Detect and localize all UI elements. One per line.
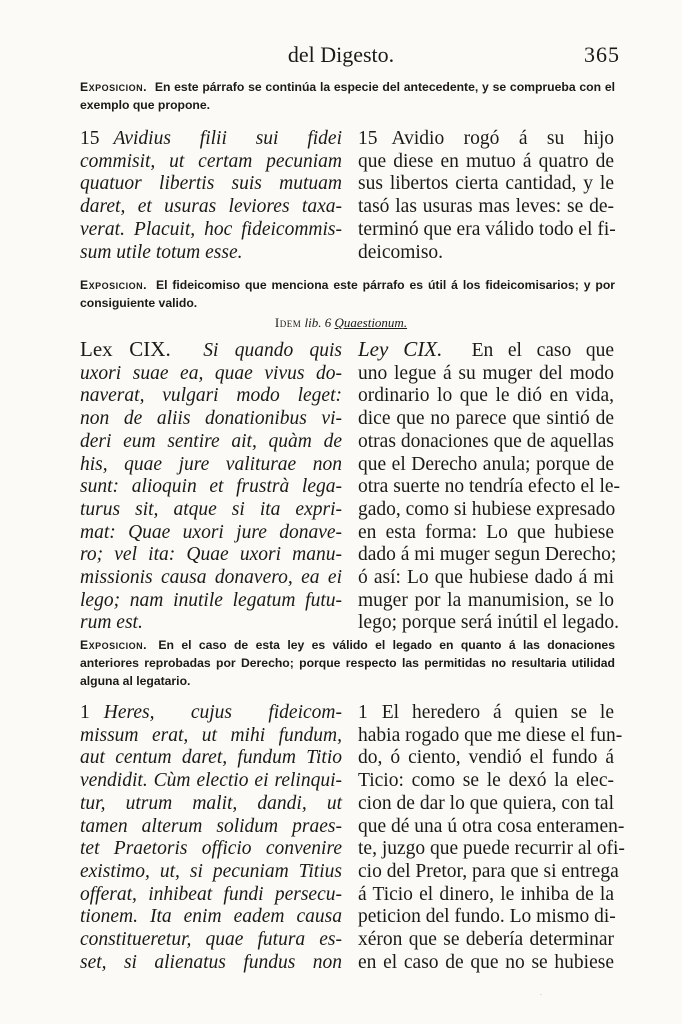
exposicion-text: En este párrafo se continúa la especie del antecedente, y se comprueba con el exemplo que propone.: [80, 80, 616, 112]
spanish-line: en esta forma: Lo que hubiese: [358, 521, 614, 543]
spanish-line: Ticio: como se le dexó la elec-: [358, 770, 614, 792]
paragraph-number: 15: [358, 128, 378, 149]
latin-line: tur, utrum malit, dandi, ut: [80, 792, 342, 814]
exposicion-label: Exposicion.: [80, 278, 148, 292]
exposicion-text: En el caso de esta ley es válido el legado en quanto á las donaciones anteriores reprobadas por Derecho; porque respecto las permitidas no resultaria utilidad alguna al legatario.: [80, 638, 615, 688]
spanish-line: uno legue á su muger del modo: [358, 362, 614, 384]
spanish-line: lego; porque será inútil el legado.: [358, 612, 620, 634]
source-citation: [0, 315, 682, 331]
latin-line: lego; nam inutile legatum futu-: [80, 589, 342, 611]
spanish-line: á Ticio el dinero, le inhiba de la: [358, 883, 614, 905]
spanish-line: dado á mi muger segun Derecho;: [358, 544, 617, 566]
spanish-line: que diese en mutuo á quatro de: [358, 150, 614, 172]
latin-line: existimo, ut, si pecuniam Titius: [80, 860, 342, 882]
spanish-line: 1 El heredero á quien se le: [358, 702, 614, 723]
exposicion-note-3: [80, 636, 615, 690]
latin-line: commisit, ut certam pecuniam: [80, 150, 342, 172]
page-title: del Digesto.: [287, 42, 395, 67]
spanish-line: Ley CIX. En el caso que: [358, 337, 614, 361]
latin-line: his, quae jure valiturae non: [80, 453, 342, 475]
quaestionum-reference: Quaestionum.: [334, 315, 408, 330]
latin-line: 15 Avidius filii sui fidei: [80, 128, 342, 149]
latin-line: 1 Heres, cujus fideicom-: [80, 702, 342, 723]
exposicion-note-2: [80, 276, 615, 312]
latin-column-lex-109: [80, 338, 342, 635]
spanish-line: terminó que era válido todo el fi-: [358, 218, 616, 240]
paragraph-number: 1: [80, 702, 90, 723]
latin-line: missionis causa donavero, ea ei: [80, 567, 342, 589]
paragraph-number: 15: [80, 128, 100, 149]
latin-line: ro; vel ita: Quae uxori manu-: [80, 544, 342, 566]
spanish-line: 15 Avidio rogó á su hijo: [358, 128, 614, 149]
latin-line: Lex CIX. Si quando quis: [80, 337, 342, 361]
latin-line: aut centum daret, fundum Titio: [80, 747, 342, 769]
spanish-line: habia rogado que me diese el fun-: [358, 724, 623, 746]
latin-line: sunt: alioquin et frustrà lega-: [80, 476, 342, 498]
latin-line: daret, et usuras leviores taxa-: [80, 196, 342, 218]
lib-reference: lib. 6: [304, 315, 332, 330]
spanish-column-1: [358, 702, 625, 974]
spanish-line: ó así: Lo que hubiese dado á mi: [358, 567, 614, 589]
ley-heading: Ley CIX.: [358, 337, 443, 361]
spanish-line: cion de dar lo que quiera, con tal: [358, 792, 614, 814]
latin-line: deri eum sentire ait, quàm de: [80, 430, 342, 452]
paragraph-number: 1: [358, 702, 368, 723]
latin-column-1: [80, 702, 342, 974]
latin-line: tamen alterum solidum praes-: [80, 815, 342, 837]
spanish-line: que dé una ú otra cosa enteramen-: [358, 815, 625, 837]
spanish-line: ordinario lo que le dió en vida,: [358, 385, 614, 407]
exposicion-note-1: [80, 78, 615, 114]
latin-line: naverat, vulgari modo leget:: [80, 385, 342, 407]
spanish-line: peticion del fundo. Lo mismo di-: [358, 906, 616, 928]
latin-line: uxori suae ea, quae vivus do-: [80, 362, 342, 384]
spanish-line: xéron que se debería determinar: [358, 929, 614, 951]
latin-line: tionem. Ita enim eadem causa: [80, 906, 342, 928]
latin-line: vendidit. Cùm electio ei relinqui-: [80, 770, 342, 792]
exposicion-text: El fideicomiso que menciona este párrafo es útil á los fideicomisarios; y por consiguiente valido.: [80, 278, 616, 310]
spanish-line: en el caso de que no se hubiese: [358, 951, 614, 973]
latin-line: verat. Placuit, hoc fideicommis-: [80, 218, 342, 240]
latin-line: turus sit, atque si ita expri-: [80, 498, 342, 520]
spanish-column-ley-109: [358, 337, 621, 635]
lex-heading: Lex CIX.: [80, 337, 171, 361]
spanish-line: do, ó ciento, vendió el fundo á: [358, 747, 614, 769]
spanish-line: otra suerte no tendría efecto el le-: [358, 476, 621, 498]
spanish-line: sus libertos cierta cantidad, y le: [358, 173, 614, 195]
latin-line: offerat, inhibeat fundi persecu-: [80, 883, 342, 905]
spanish-line: muger por la manumision, se lo: [358, 589, 614, 611]
running-header: [0, 42, 682, 72]
latin-line: tet Praetoris officio convenire: [80, 838, 342, 860]
spanish-line: dice que no parece que sintió de: [358, 408, 614, 430]
latin-line: mat: Quae uxori jure donave-: [80, 521, 342, 543]
latin-line: set, si alienatus fundus non: [80, 951, 342, 973]
spanish-line: cio del Pretor, para que si entrega: [358, 860, 619, 882]
page-number: 365: [584, 42, 620, 67]
exposicion-label: Exposicion.: [80, 80, 148, 94]
latin-line: missum erat, ut mihi fundum,: [80, 724, 342, 746]
latin-column-15: [80, 128, 342, 264]
latin-line: non de aliis donationibus vi-: [80, 408, 342, 430]
latin-line: quatuor libertis suis mutuam: [80, 173, 342, 195]
latin-line: constitueretur, quae futura es-: [80, 929, 342, 951]
exposicion-label: Exposicion.: [80, 638, 148, 652]
spanish-line: otras donaciones que de aquellas: [358, 430, 614, 452]
spanish-line: que el Derecho anula; porque de: [358, 453, 614, 475]
spanish-line: te, juzgo que puede recurrir al ofi-: [358, 838, 625, 860]
spanish-line: tasó las usuras mas leves: se de-: [358, 196, 614, 218]
idem-label: Idem: [274, 315, 302, 330]
latin-line: sum utile totum esse.: [80, 241, 243, 263]
latin-line: rum est.: [80, 612, 143, 634]
spanish-line: deicomiso.: [358, 241, 444, 263]
spanish-column-15: [358, 128, 614, 264]
spanish-line: gado, como si hubiese expresado: [358, 498, 616, 520]
paper-speck: ·: [540, 992, 542, 999]
